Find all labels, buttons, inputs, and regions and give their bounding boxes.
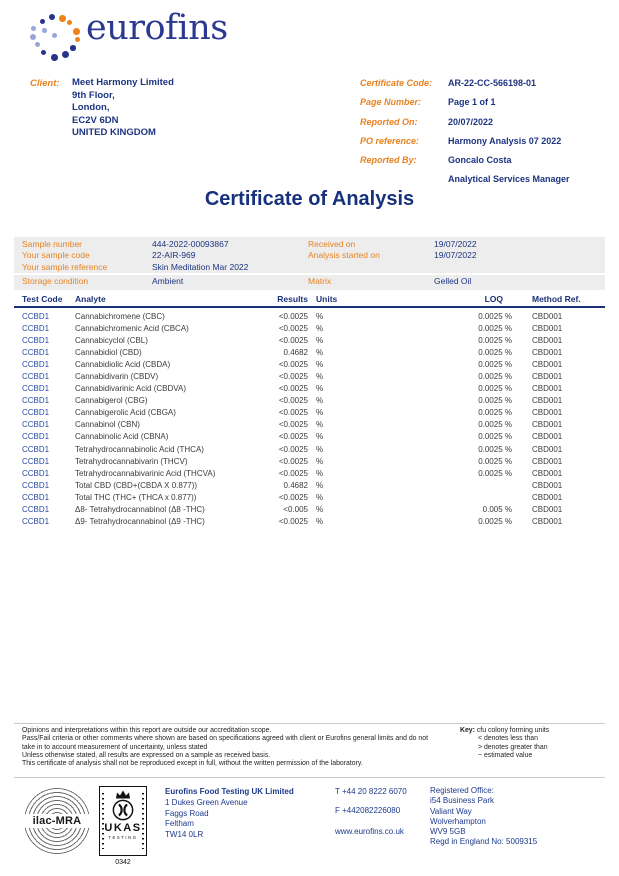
lab-name: Eurofins Food Testing UK Limited [165,787,294,796]
cell-units: % [316,408,324,418]
table-row [0,395,619,407]
cell-method: CBD001 [532,492,563,502]
sample-info-value: Gelled Oil [434,276,472,286]
cell-method: CBD001 [532,420,563,430]
cell-test-code: CCBD1 [22,432,50,442]
cell-result: <0.0025 [278,456,308,466]
cell-analyte: Total THC (THC+ (THCA x 0.877)) [75,492,197,502]
cell-method: CBD001 [532,396,563,406]
cell-loq: 0.0025 % [478,456,512,466]
sample-info-label: Matrix [308,276,332,286]
cell-analyte: Total CBD (CBD+(CBDA X 0.877)) [75,480,198,490]
cell-loq: 0.0025 % [478,516,512,526]
cell-method: CBD001 [532,444,563,454]
key-line: > denotes greater than [478,743,548,751]
client-address [72,77,174,140]
certificate-meta [360,78,570,194]
meta-label: PO reference: [360,135,420,146]
cell-units: % [316,396,324,406]
cell-test-code: CCBD1 [22,360,50,370]
meta-label: Page Number: [360,97,422,108]
cell-method: CBD001 [532,468,563,478]
col-header-analyte: Analyte [75,294,106,304]
cell-result: <0.0025 [278,408,308,418]
storage-matrix-band [14,275,605,290]
meta-label: Certificate Code: [360,78,433,88]
cell-units: % [316,444,324,454]
cell-loq: 0.0025 % [478,348,512,358]
client-address-line: 9th Floor, [72,89,115,101]
disclaimer-line: Pass/Fail criteria or other comments where shown are based on specifications agreed with client or Eurofins general limits and do not [22,735,428,743]
cell-method: CBD001 [532,312,563,321]
cell-analyte: Tetrahydrocannabivarinic Acid (THCVA) [75,468,216,478]
cell-units: % [316,360,324,370]
meta-row [360,117,570,136]
cell-analyte: Tetrahydrocannabivarin (THCV) [75,456,188,466]
cell-loq: 0.0025 % [478,372,512,382]
cell-analyte: Cannabicyclol (CBL) [75,336,148,346]
cell-method: CBD001 [532,348,563,358]
cell-test-code: CCBD1 [22,324,50,334]
ilac-mra-seal-icon [24,788,90,854]
lab-address-line: 1 Dukes Green Avenue [165,797,248,807]
cell-result: <0.0025 [278,312,308,321]
cell-analyte: Cannabinol (CBN) [75,420,140,430]
cell-loq: 0.0025 % [478,408,512,418]
cell-units: % [316,312,324,321]
sample-info-value: 22-AIR-969 [152,250,196,261]
cell-units: % [316,480,324,490]
cell-units: % [316,384,324,394]
registered-office-line: WV9 5GB [430,827,466,837]
sample-info-row [14,239,605,250]
cell-loq: 0.0025 % [478,444,512,454]
cell-analyte: Tetrahydrocannabinolic Acid (THCA) [75,444,204,454]
cell-result: <0.0025 [278,336,308,346]
cell-test-code: CCBD1 [22,492,50,502]
cell-test-code: CCBD1 [22,504,50,514]
cell-method: CBD001 [532,372,563,382]
cell-test-code: CCBD1 [22,372,50,382]
ukas-tick-right [142,793,144,849]
registered-office-block [430,786,537,848]
ukas-testing-mark [99,786,147,856]
cell-result: <0.005 [283,504,308,514]
cell-units: % [316,432,324,442]
client-address-line: UNITED KINGDOM [72,127,156,139]
divider [14,777,605,778]
crown-icon [115,790,131,799]
cell-result: <0.0025 [278,492,308,502]
cell-method: CBD001 [532,516,563,526]
sample-info-label: Your sample reference [22,261,108,272]
registered-office-line: i54 Business Park [430,796,495,806]
meta-value: AR-22-CC-566198-01 [448,78,537,88]
table-row [0,359,619,371]
cell-result: 0.4682 [283,348,308,358]
meta-value: Page 1 of 1 [448,97,496,108]
meta-value: Analytical Services Manager [448,174,570,185]
disclaimer-line: Opinions and interpretations within this report are outside our accreditation scope. [22,727,272,734]
cell-loq: 0.0025 % [478,312,512,321]
sample-info-band [14,237,605,273]
sample-info-label: Received on [308,239,356,249]
cell-method: CBD001 [532,504,563,514]
col-header-results: Results [277,294,308,304]
cell-result: <0.0025 [278,432,308,442]
cell-loq: 0.0025 % [478,360,512,370]
meta-value: Goncalo Costa [448,155,512,166]
cell-method: CBD001 [532,336,563,346]
table-row [0,323,619,335]
table-row [0,383,619,395]
col-header-method: Method Ref. [532,294,581,304]
cell-units: % [316,468,324,478]
cell-analyte: Cannabigerolic Acid (CBGA) [75,408,176,418]
cell-loq: 0.0025 % [478,324,512,334]
cell-result: <0.0025 [278,384,308,394]
table-row [0,468,619,480]
meta-row [360,136,570,155]
ukas-sublabel: TESTING [108,835,138,840]
key-line: ~ estimated value [478,751,533,759]
meta-label: Reported On: [360,116,418,127]
ukas-tick-left [102,793,104,849]
cell-test-code: CCBD1 [22,468,50,478]
page-title: Certificate of Analysis [204,188,415,210]
sample-info-label: Storage condition [22,276,89,286]
table-row [0,407,619,419]
cell-result: <0.0025 [278,396,308,406]
cell-test-code: CCBD1 [22,396,50,406]
cell-test-code: CCBD1 [22,408,50,418]
cell-units: % [316,348,324,358]
table-row [0,311,619,323]
client-address-line: EC2V 6DN [72,114,119,126]
cell-analyte: Cannabidivarinic Acid (CBDVA) [75,384,187,394]
sample-info-value: Skin Meditation Mar 2022 [152,261,249,272]
cell-loq: 0.0025 % [478,468,512,478]
cell-method: CBD001 [532,360,563,370]
key-first-line: Key: cfu colony forming units [460,727,550,734]
ukas-label: UKAS [104,822,142,834]
cell-test-code: CCBD1 [22,456,50,466]
cell-units: % [316,324,324,334]
cell-units: % [316,336,324,346]
client-address-line: London, [72,102,110,114]
cell-analyte: Δ8- Tetrahydrocannabinol (Δ8 -THC) [75,504,205,514]
registered-office-lines [430,796,537,847]
key-lines [460,735,549,760]
sample-info-value: 444-2022-00093867 [152,239,229,249]
table-row [0,444,619,456]
cell-result: <0.0025 [278,468,308,478]
ukas-emblem-icon [112,799,134,821]
lab-address-lines [165,798,294,841]
table-header-rule [14,306,605,308]
phone-number: T +44 20 8222 6070 [335,787,407,796]
cell-test-code: CCBD1 [22,420,50,430]
sample-info-row [14,262,605,273]
sample-info-row [14,250,605,261]
key-legend [460,727,549,760]
cell-units: % [316,516,324,526]
meta-row [360,155,570,174]
key-line: < denotes less than [478,735,538,743]
cell-method: CBD001 [532,456,563,466]
cell-units: % [316,456,324,466]
disclaimer-line: This certificate of analysis shall not be reproduced except in full, without the written permission of the laboratory. [22,760,363,768]
eurofins-wordmark: eurofins [86,8,228,48]
cell-analyte: Cannabinolic Acid (CBNA) [75,432,169,442]
table-row [0,335,619,347]
table-row [0,504,619,516]
cell-result: <0.0025 [278,372,308,382]
meta-row [360,78,570,97]
registered-office-line: Wolverhampton [430,816,486,826]
cell-result: <0.0025 [278,516,308,526]
divider [14,723,605,724]
col-header-loq: LOQ [484,294,503,304]
cell-analyte: Cannabichromene (CBC) [75,312,165,321]
cell-test-code: CCBD1 [22,384,50,394]
cell-loq: 0.0025 % [478,384,512,394]
cell-analyte: Δ9- Tetrahydrocannabinol (Δ9 -THC) [75,516,205,526]
sample-info-row [14,276,605,287]
cell-method: CBD001 [532,384,563,394]
cell-loq: 0.0025 % [478,336,512,346]
key-label: Key: [460,727,475,734]
cell-units: % [316,372,324,382]
cell-loq: 0.0025 % [478,432,512,442]
cell-loq: 0.0025 % [478,396,512,406]
cell-units: % [316,492,324,502]
cell-result: <0.0025 [278,444,308,454]
lab-address-block [165,787,294,841]
meta-value: 20/07/2022 [448,116,494,127]
disclaimer-line: take in to account measurement of uncertainty, unless stated [22,743,208,751]
sample-info-label: Your sample code [22,250,90,261]
cell-method: CBD001 [532,408,563,418]
cell-test-code: CCBD1 [22,480,50,490]
cell-test-code: CCBD1 [22,348,50,358]
table-row [0,456,619,468]
table-row [0,347,619,359]
table-row [0,492,619,504]
cell-analyte: Cannabigerol (CBG) [75,396,148,406]
sample-info-value: Ambient [152,276,184,286]
cell-analyte: Cannabidiol (CBD) [75,348,142,358]
cell-method: CBD001 [532,480,563,490]
sample-info-label: Analysis started on [308,250,380,261]
meta-label: Reported By: [360,155,417,166]
cell-analyte: Cannabidiolic Acid (CBDA) [75,360,171,370]
cell-result: <0.0025 [278,420,308,430]
col-header-units: Units [316,294,338,304]
disclaimer-text [22,727,454,768]
meta-value: Harmony Analysis 07 2022 [448,135,562,146]
cell-result: <0.0025 [278,360,308,370]
cell-units: % [316,420,324,430]
cell-test-code: CCBD1 [22,336,50,346]
lab-address-line: TW14 0LR [165,830,204,840]
cell-units: % [316,504,324,514]
cell-loq: 0.005 % [482,504,512,514]
table-row [0,371,619,383]
registered-office-line: Valiant Way [430,806,472,816]
cell-method: CBD001 [532,432,563,442]
sample-info-value: 19/07/2022 [434,239,477,249]
table-row [0,516,619,528]
ilac-mra-label: ilac-MRA [21,814,93,828]
disclaimer-line: Unless otherwise stated, all results are expressed on a sample as received basis. [22,751,271,759]
lab-address-line: Faggs Road [165,808,209,818]
cell-test-code: CCBD1 [22,516,50,526]
website-link: www.eurofins.co.uk [335,827,404,836]
sample-info-value: 19/07/2022 [434,250,477,261]
cell-test-code: CCBD1 [22,444,50,454]
meta-row [360,97,570,116]
sample-info-label: Sample number [22,239,83,249]
table-row [0,480,619,492]
table-row [0,419,619,431]
registered-office-title: Registered Office: [430,786,494,795]
eurofins-dots-logo-icon [30,13,82,61]
registered-office-line: Regd in England No: 5009315 [430,837,538,847]
col-header-test-code: Test Code [22,294,63,304]
client-address-line: Meet Harmony Limited [72,77,174,88]
client-label: Client: [30,78,60,89]
table-row [0,431,619,443]
cell-test-code: CCBD1 [22,312,50,321]
cell-method: CBD001 [532,324,563,334]
lab-address-line: Feltham [165,819,194,829]
fax-number: F +442082226080 [335,806,401,815]
results-table-body [0,311,619,528]
cell-result: 0.4682 [283,480,308,490]
cell-loq: 0.0025 % [478,420,512,430]
results-table-header [0,294,619,306]
cell-result: <0.0025 [278,324,308,334]
cell-analyte: Cannabichromenic Acid (CBCA) [75,324,189,334]
ukas-accreditation-number: 0342 [115,859,131,866]
cell-analyte: Cannabidivarin (CBDV) [75,372,159,382]
